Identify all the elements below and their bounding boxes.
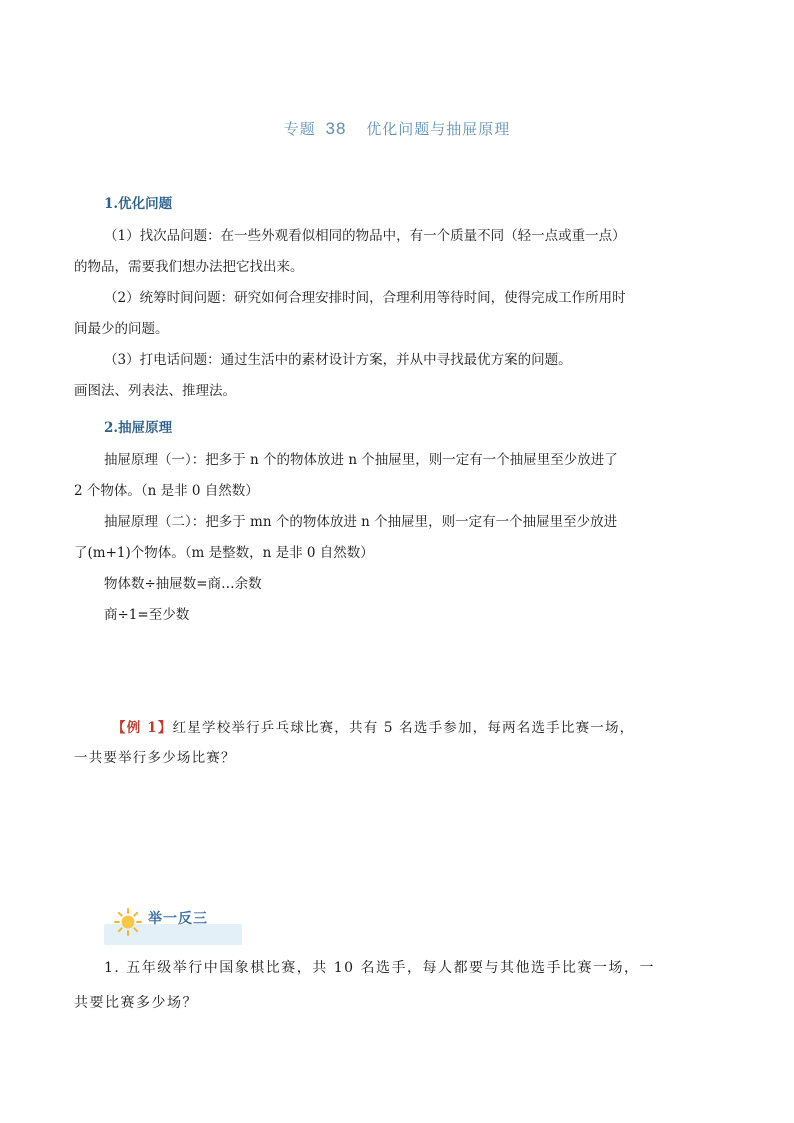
title-number: 38	[325, 119, 347, 138]
example-tag: 【例 1】	[112, 720, 173, 736]
title-prefix: 专题	[283, 120, 316, 138]
formula-line: 商÷1=至少数	[104, 607, 190, 623]
text-line: 的物品，需要我们想办法把它找出来。	[74, 259, 304, 275]
sun-icon	[113, 907, 143, 937]
text-line: 了(m+1)个物体。（m 是整数，n 是非 0 自然数）	[74, 545, 374, 561]
text-line: 间最少的问题。	[74, 321, 169, 337]
text-line: （2）统筹时间问题：研究如何合理安排时间，合理利用等待时间，使得完成工作所用时	[104, 290, 626, 306]
example-line: 一共要举行多少场比赛？	[74, 750, 236, 766]
text-line: 抽屉原理（一）：把多于 n 个的物体放进 n 个抽屉里，则一定有一个抽屉里至少放进了	[104, 452, 618, 468]
text-line: 2 个物体。（n 是非 0 自然数）	[74, 483, 259, 499]
text-line: 画图法、列表法、推理法。	[74, 383, 236, 399]
text-line: 抽屉原理（二）：把多于 mn 个的物体放进 n 个抽屉里，则一定有一个抽屉里至少放进	[104, 514, 618, 530]
exercise-line: 共要比赛多少场？	[74, 995, 198, 1011]
practice-label: 举一反三	[148, 911, 208, 927]
example-line	[112, 718, 634, 738]
section-heading-pigeonhole: 2.抽屉原理	[104, 420, 173, 436]
section-heading-optimization: 1.优化问题	[104, 196, 173, 212]
text-line: （1）找次品问题：在一些外观看似相同的物品中，有一个质量不同（轻一点或重一点）	[104, 228, 626, 244]
formula-line: 物体数÷抽屉数=商…余数	[104, 576, 262, 592]
title-text: 优化问题与抽屉原理	[366, 120, 511, 138]
text-line: （3）打电话问题：通过生活中的素材设计方案，并从中寻找最优方案的问题。	[104, 352, 572, 368]
page-title	[0, 118, 794, 139]
example-text: 红星学校举行乒乓球比赛，共有 5 名选手参加，每两名选手比赛一场，	[172, 720, 635, 736]
exercise-line: 1. 五年级举行中国象棋比赛，共 10 名选手，每人都要与其他选手比赛一场，一	[104, 960, 656, 976]
